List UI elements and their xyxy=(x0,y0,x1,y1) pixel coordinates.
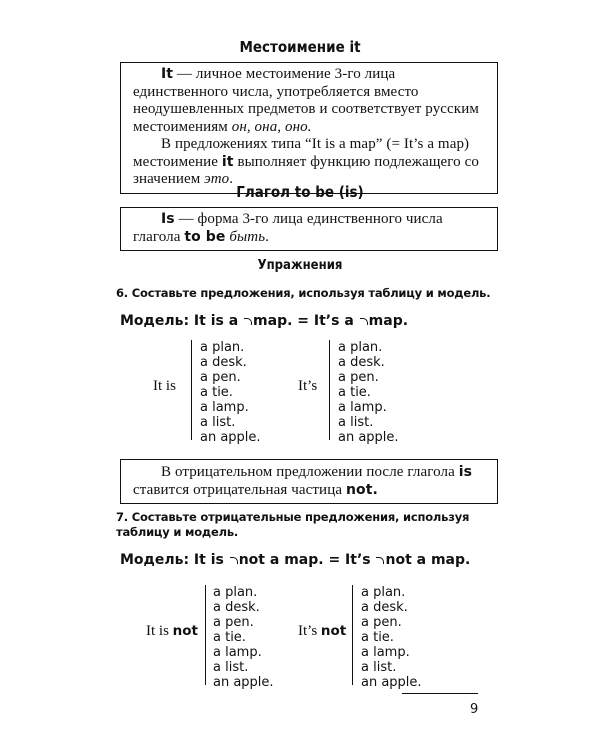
term-is-neg: is xyxy=(458,464,473,480)
term-it-2: it xyxy=(221,153,234,170)
list-item: a tie. xyxy=(361,630,394,645)
exercise-6-instruction: 6. Составьте предложения, используя таблицу и модель. xyxy=(116,286,491,300)
exercise-6-model xyxy=(120,313,408,329)
model7-mid: not a map. = It’s xyxy=(238,552,371,568)
model6-mid: map. = It’s a xyxy=(253,313,354,329)
footer-rule xyxy=(402,693,478,694)
model7-prefix: Модель: It is xyxy=(120,552,224,568)
ex7-right-subject xyxy=(298,623,346,640)
section-title-pronoun-it: Местоимение it xyxy=(239,38,361,56)
list-item: a list. xyxy=(213,660,249,675)
list-item: a plan. xyxy=(200,340,245,355)
list-item: a pen. xyxy=(213,615,254,630)
ex7-left-subject-not: not xyxy=(172,623,199,639)
p2-end: . xyxy=(229,171,234,187)
negation-paragraph xyxy=(133,464,489,499)
list-item: a plan. xyxy=(361,585,406,600)
model7-end: not a map. xyxy=(385,552,471,568)
ex6-left-bracket xyxy=(191,340,192,440)
ex7-left-list xyxy=(213,585,274,690)
list-item: a lamp. xyxy=(213,645,262,660)
ex7-left-subject xyxy=(146,623,198,640)
model6-prefix: Модель: It is a xyxy=(120,313,239,329)
exercise-7-instruction: 7. Составьте отрицательные предложения, используя таблицу и модель. xyxy=(116,510,470,539)
list-item: an apple. xyxy=(200,430,261,445)
to-be-italic: быть xyxy=(229,228,266,245)
p2-text-a: В предложениях типа “It is a map” (= It’s a map) местоимение xyxy=(133,136,470,170)
ex7-right-bracket xyxy=(352,585,353,685)
list-item: a desk. xyxy=(338,355,385,370)
p1-text: — личное местоимение 3-го лица единственного числа, употребляется вместо неодушевленных предметов и соответствует русским местоимениям xyxy=(133,66,479,135)
list-item: a plan. xyxy=(338,340,383,355)
ex7-left-subject-a: It is xyxy=(146,623,173,639)
list-item: a pen. xyxy=(338,370,379,385)
negation-text-2: ставится отрицательная частица xyxy=(133,481,346,498)
liaison-mark-icon xyxy=(359,316,369,325)
list-item: a tie. xyxy=(338,385,371,400)
ex6-right-subject: It’s xyxy=(298,378,318,394)
section-title-exercises: Упражнения xyxy=(257,258,343,273)
list-item: a pen. xyxy=(200,370,241,385)
section-title-verb-to-be: Глагол to be (is) xyxy=(236,183,364,201)
list-item: a desk. xyxy=(361,600,408,615)
term-to-be: to be xyxy=(184,228,226,245)
list-item: a desk. xyxy=(200,355,247,370)
verb-to-be-paragraph xyxy=(133,211,489,246)
model6-end: map. xyxy=(368,313,409,329)
term-not: not. xyxy=(345,481,378,498)
p2-text-b: выполняет функцию подлежащего со значением xyxy=(133,153,479,187)
list-item: an apple. xyxy=(213,675,274,690)
list-item: a lamp. xyxy=(200,400,249,415)
pronoun-it-paragraph-2 xyxy=(133,136,489,189)
ex6-left-list xyxy=(200,340,261,445)
list-item: a desk. xyxy=(213,600,260,615)
exercise-7-model xyxy=(120,552,470,568)
ex6-right-bracket xyxy=(329,340,330,440)
ex7-right-subject-a: It’s xyxy=(298,623,321,639)
p2-italic: это xyxy=(204,171,230,187)
list-item: an apple. xyxy=(361,675,422,690)
list-item: an apple. xyxy=(338,430,399,445)
to-be-end: . xyxy=(265,228,269,245)
liaison-mark-icon xyxy=(375,555,385,564)
p1-italic: он, она, оно. xyxy=(231,118,312,135)
list-item: a list. xyxy=(200,415,236,430)
ex7-left-bracket xyxy=(205,585,206,685)
list-item: a plan. xyxy=(213,585,258,600)
ex6-right-list xyxy=(338,340,399,445)
negation-rule-box xyxy=(120,459,498,504)
ex7-right-subject-not: not xyxy=(320,623,347,639)
ex7-right-list xyxy=(361,585,422,690)
ex6-left-subject: It is xyxy=(153,378,176,394)
list-item: a list. xyxy=(361,660,397,675)
list-item: a list. xyxy=(338,415,374,430)
list-item: a lamp. xyxy=(361,645,410,660)
term-is: Is xyxy=(161,211,175,227)
list-item: a tie. xyxy=(213,630,246,645)
liaison-mark-icon xyxy=(243,316,253,325)
negation-text: В отрицательном предложении после глагола xyxy=(161,464,459,480)
term-it: It xyxy=(161,66,174,82)
pronoun-it-paragraph-1 xyxy=(133,66,489,136)
to-be-text: — форма 3-го лица единственного числа глагола xyxy=(133,211,443,245)
list-item: a tie. xyxy=(200,385,233,400)
list-item: a pen. xyxy=(361,615,402,630)
liaison-mark-icon xyxy=(229,555,239,564)
list-item: a lamp. xyxy=(338,400,387,415)
pronoun-it-rule-box xyxy=(120,62,498,194)
page-number: 9 xyxy=(470,702,479,717)
verb-to-be-rule-box xyxy=(120,207,498,251)
